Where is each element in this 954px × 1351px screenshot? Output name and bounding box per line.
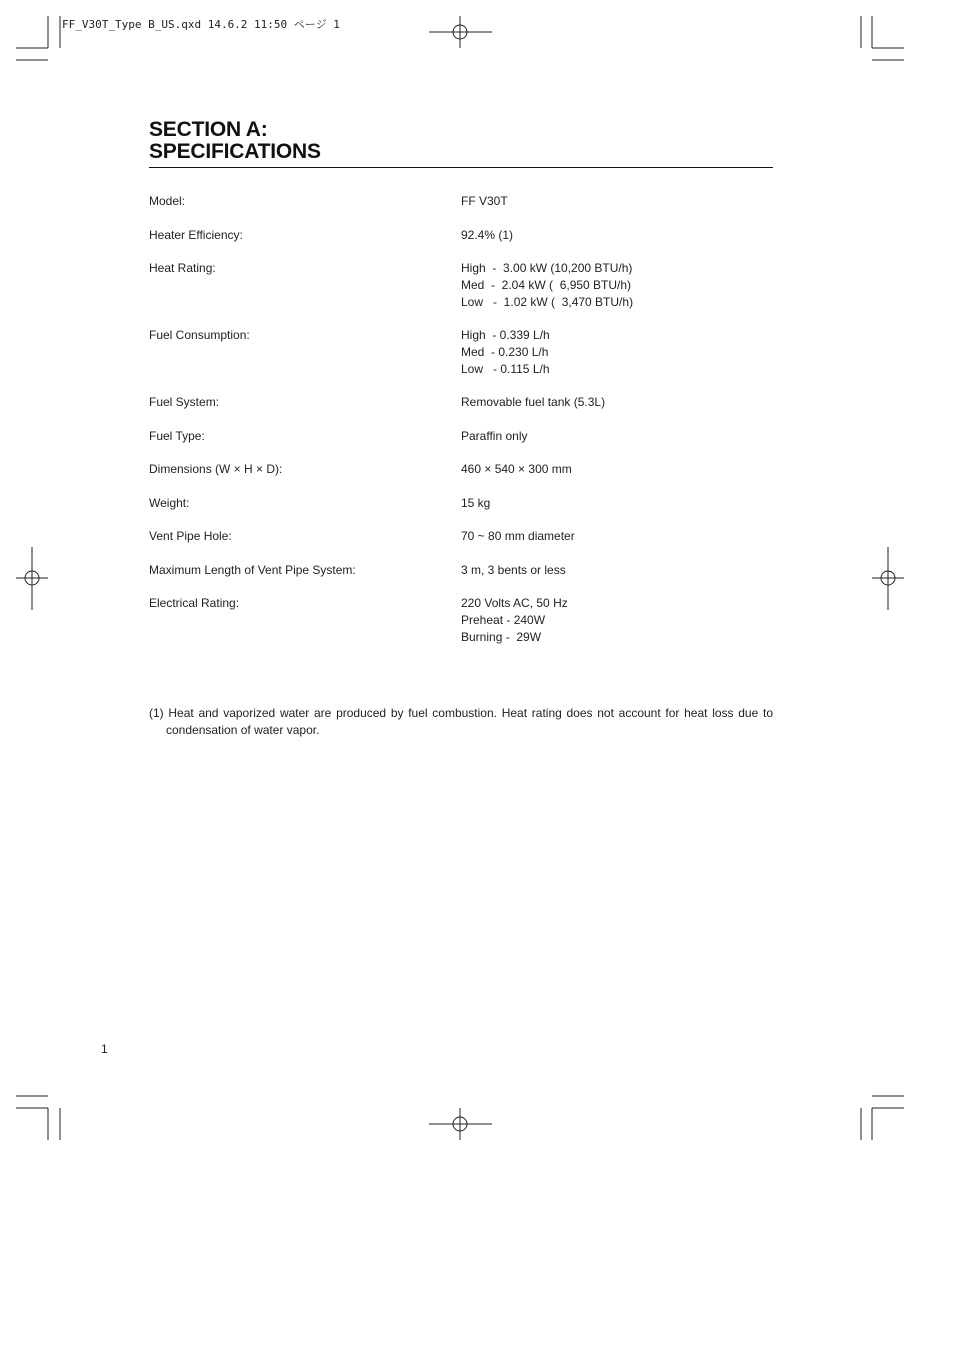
spec-value-line: Med - 2.04 kW ( 6,950 BTU/h): [461, 277, 632, 292]
spec-label: Fuel System:: [149, 395, 220, 409]
spec-value: [461, 495, 773, 512]
spec-label: Vent Pipe Hole:: [149, 529, 232, 543]
section-title-line-2: SPECIFICATIONS: [149, 140, 321, 163]
spec-row-dimensions: [149, 461, 773, 495]
spec-row-fuel-consumption: [149, 327, 773, 394]
spec-value: [461, 327, 773, 377]
spec-value: [461, 394, 773, 411]
spec-value-line: High - 0.339 L/h: [461, 328, 550, 342]
footnote: (1) Heat and vaporized water are produced by fuel combustion. Heat rating does not account for heat loss due to condensation of water vapor.: [149, 706, 773, 737]
spec-value-line: Low - 1.02 kW ( 3,470 BTU/h): [461, 294, 634, 309]
spec-row-model: [149, 193, 773, 227]
spec-label: Model:: [149, 194, 186, 208]
spec-row-electrical-rating: [149, 595, 773, 662]
spec-label: Maximum Length of Vent Pipe System:: [149, 562, 356, 577]
spec-value-line: 15 kg: [461, 495, 491, 510]
spec-label: Dimensions (W × H × D):: [149, 462, 283, 476]
spec-value-line: 220 Volts AC, 50 Hz: [461, 596, 568, 610]
spec-row-weight: [149, 495, 773, 529]
spec-value-line: 3 m, 3 bents or less: [461, 562, 566, 577]
spec-value-line: Burning - 29W: [461, 629, 542, 644]
spec-value: [461, 193, 773, 210]
spec-value: [461, 595, 773, 645]
spec-value: [461, 260, 773, 310]
spec-label: Weight:: [149, 495, 190, 510]
spec-value-line: Preheat - 240W: [461, 612, 546, 627]
spec-row-fuel-type: [149, 428, 773, 462]
spec-row-max-vent-length: [149, 562, 773, 596]
spec-value: [461, 428, 773, 445]
spec-row-fuel-system: [149, 394, 773, 428]
spec-label: Fuel Consumption:: [149, 328, 250, 342]
spec-value: [461, 461, 773, 478]
spec-label: Electrical Rating:: [149, 596, 240, 610]
spec-value-line: 70 ~ 80 mm diameter: [461, 529, 575, 543]
spec-value-line: Paraffin only: [461, 428, 528, 443]
section-title-line-1: SECTION A:: [149, 118, 268, 141]
spec-value-line: Med - 0.230 L/h: [461, 344, 549, 359]
spec-value-line: 92.4% (1): [461, 227, 514, 242]
title-divider: [149, 167, 773, 168]
spec-value-line: 460 × 540 × 300 mm: [461, 462, 572, 476]
section-title: [149, 119, 773, 163]
spec-value: [461, 227, 773, 244]
spec-label: Heat Rating:: [149, 261, 216, 275]
spec-value-line: FF V30T: [461, 194, 508, 208]
spec-label: Fuel Type:: [149, 428, 205, 443]
spec-value: [461, 528, 773, 545]
spec-value-line: High - 3.00 kW (10,200 BTU/h): [461, 261, 633, 275]
specifications-table: [149, 193, 773, 662]
spec-value-line: Removable fuel tank (5.3L): [461, 395, 606, 409]
spec-row-vent-pipe-hole: [149, 528, 773, 562]
spec-value: [461, 562, 773, 579]
page-number: 1: [101, 1042, 108, 1056]
file-slug: FF_V30T_Type B_US.qxd 14.6.2 11:50 ページ 1: [62, 18, 340, 31]
spec-label: Heater Efficiency:: [149, 227, 243, 242]
spec-row-heater-efficiency: [149, 227, 773, 261]
spec-row-heat-rating: [149, 260, 773, 327]
spec-value-line: Low - 0.115 L/h: [461, 361, 550, 376]
